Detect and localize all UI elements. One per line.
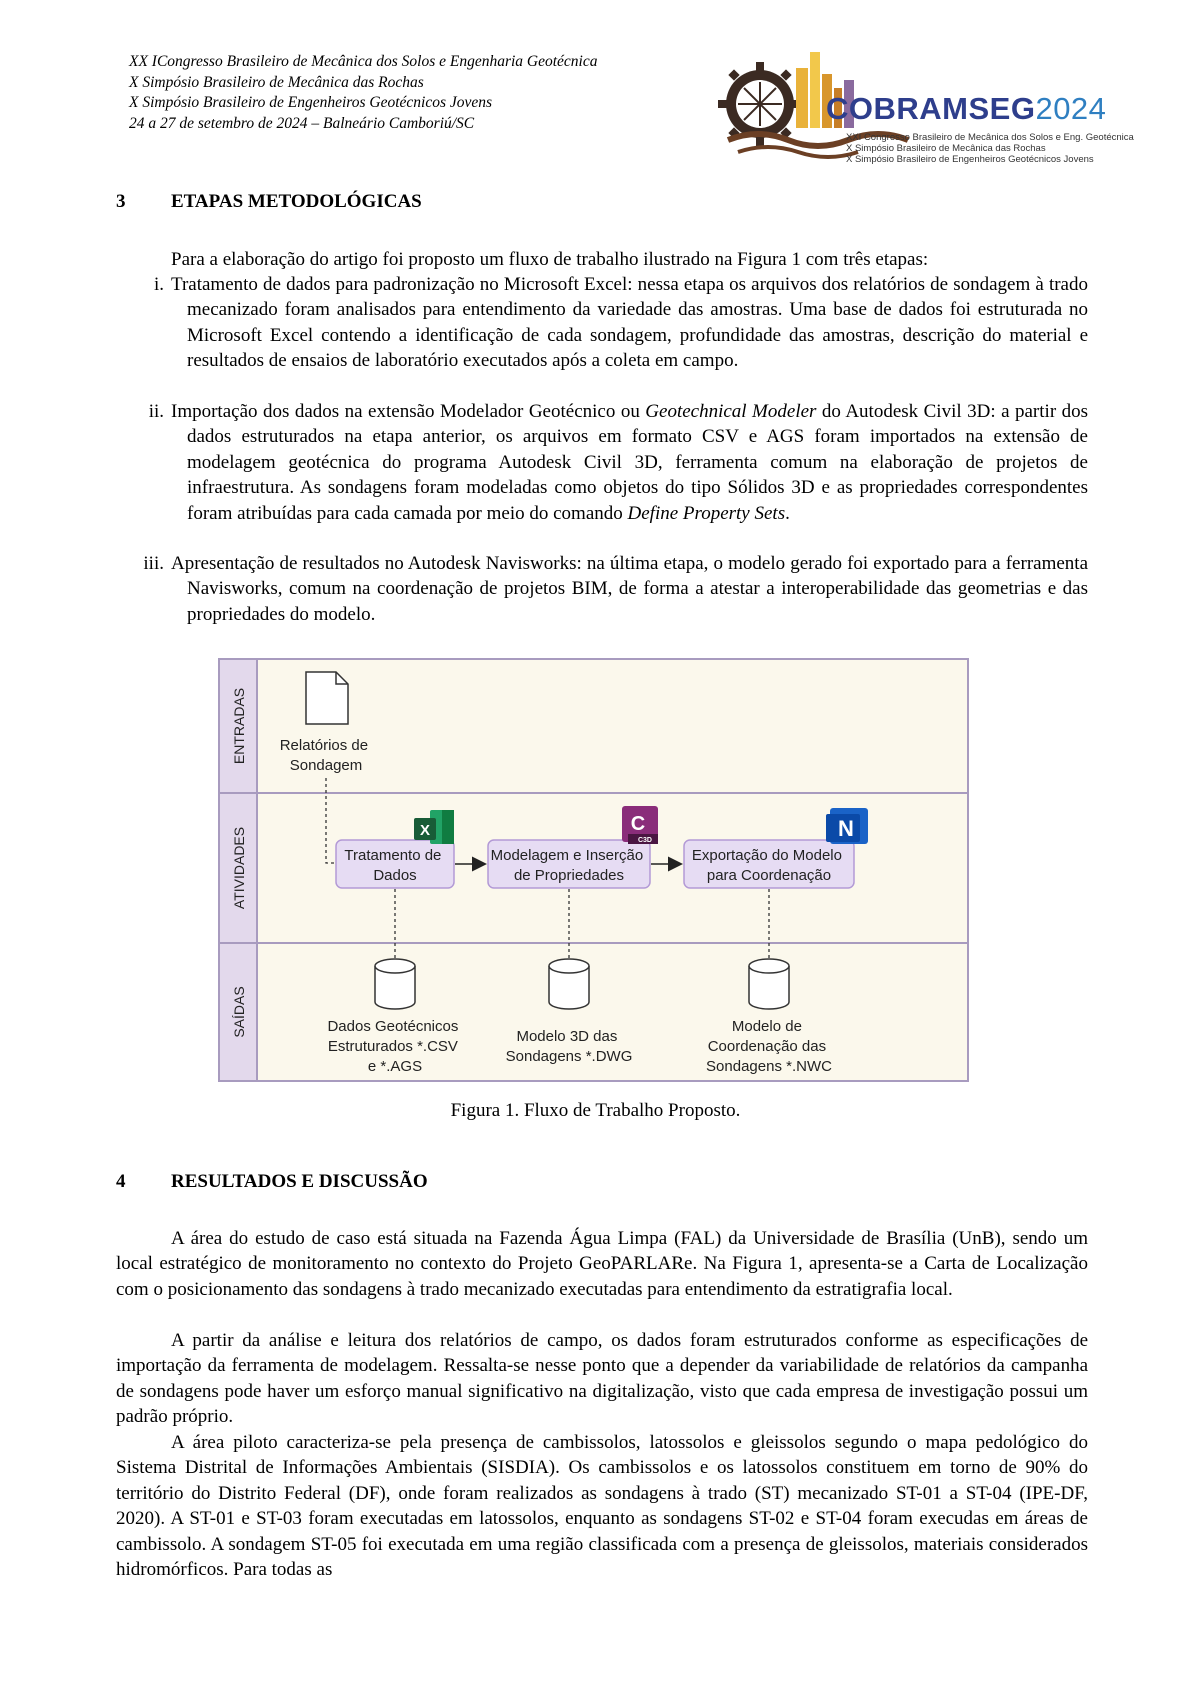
svg-text:C: C — [630, 813, 646, 835]
body-paragraph — [116, 1328, 1088, 1430]
svg-text:C3D: C3D — [637, 837, 653, 844]
text-run: do Autodesk Civil 3D: a partir dos dados estruturados na etapa anterior, os arquivos em formato CSV e AGS foram importados na extensão de modelagem geotécnica do programa Autodesk Civil 3D, ferramenta comum na elaboração de projetos de infraestrutura. As sondagens foram modeladas como objetos do tipo Sólidos 3D e as propriedades correspondentes foram atribuídas para cada camada por meio do comando — [187, 401, 1089, 524]
intro-text: Para a elaboração do artigo foi proposto um fluxo de trabalho ilustrado na Figura 1 com três etapas: — [171, 249, 929, 270]
logo-sub-line: X Simpósio Brasileiro de Mecânica das Rochas — [846, 143, 1046, 154]
activity-box-1 — [336, 840, 454, 888]
activity-box-2 — [488, 840, 650, 888]
section-number: 3 — [116, 191, 126, 212]
conference-line: 24 a 27 de setembro de 2024 – Balneário Camboriú/SC — [129, 114, 475, 132]
activity-box-3 — [684, 840, 854, 888]
section-3-heading — [116, 191, 422, 213]
database-icon — [549, 959, 589, 1009]
logo-subtitle — [846, 132, 1134, 165]
logo-name-text: COBRAMSEG — [826, 91, 1036, 126]
text-run: Importação dos dados na extensão Modelador Geotécnico ou — [171, 401, 646, 422]
section-title: RESULTADOS E DISCUSSÃO — [171, 1171, 428, 1192]
conference-line: X Simpósio Brasileiro de Engenheiros Geotécnicos Jovens — [129, 94, 493, 111]
list-item-label: i. — [153, 274, 164, 295]
section-number: 4 — [116, 1171, 126, 1192]
list-item — [116, 551, 1088, 627]
svg-text:X: X — [419, 822, 431, 839]
navisworks-icon — [826, 808, 868, 844]
section-4-heading — [116, 1171, 428, 1193]
database-icon — [375, 959, 415, 1009]
list-item-text — [171, 399, 1089, 526]
lane-label-entradas: ENTRADAS — [231, 687, 247, 765]
body-paragraph — [116, 1226, 1088, 1302]
svg-text:Exportação do Modelo par: Exportação do Modelo para Coordenação — [691, 847, 842, 884]
paragraph-text: A partir da análise e leitura dos relatórios de campo, os dados foram estruturados conforme as especificações de importação da ferramenta de modelagem. Ressalta-se nesse ponto que a depender da variabilidade de relatórios da campanha de sondagens pode haver um esforço manual significativo na digitalização, visto que cada empresa de investigação possui um padrão próprio. — [116, 1330, 1088, 1428]
list-item — [116, 272, 1088, 374]
conference-line: XX ICongresso Brasileiro de Mecânica dos Solos e Engenharia Geotécnica — [129, 53, 598, 70]
logo-wordmark — [826, 91, 1106, 127]
paragraph-text: A área piloto caracteriza-se pela presença de cambissolos, latossolos e gleissolos segundo o mapa pedológico do Sistema Distrital de Informações Ambientais (SISDIA). Os cambissolos e os latossolos constituem em torno de 90% do território do Distrito Federal (DF), onde foram realizados as sondagens à trado (ST) mecanizado ST-01 a ST-04 (IPE-DF, 2020). A ST-01 e ST-03 foram executadas em latossolos, enquanto as sondagens ST-02 e ST-04 foram execudas em áreas de cambissolo. A sondagem ST-05 foi executada em uma região classificada com a presença de gleissolos, materiais considerados hidromórficos. Para todas as — [116, 1432, 1088, 1581]
output-label-3: Modelo de Coordenação das Sondagens *.NWC — [706, 1018, 832, 1075]
input-label: Relatórios de Sondagem — [279, 737, 369, 774]
list-item — [116, 399, 1088, 526]
lane-label-saidas: SAÍDAS — [231, 986, 247, 1038]
logo-sub-line: X Simpósio Brasileiro de Engenheiros Geotécnicos Jovens — [846, 154, 1094, 165]
text-run-italic: Define Property Sets — [627, 502, 786, 524]
list-item-label: iii. — [143, 553, 164, 574]
civil3d-icon — [622, 806, 658, 844]
output-label-2: Modelo 3D das Sondagens *.DWG — [505, 1028, 633, 1065]
text-run-italic: Geotechnical Modeler — [645, 401, 817, 422]
section-title: ETAPAS METODOLÓGICAS — [171, 191, 422, 212]
logo-year-text: 2024 — [1035, 91, 1107, 126]
text-run: . — [785, 502, 790, 524]
workflow-diagram — [218, 658, 969, 1082]
figure-caption: Figura 1. Fluxo de Trabalho Proposto. — [450, 1100, 741, 1121]
database-icon — [749, 959, 789, 1009]
list-item-text: Tratamento de dados para padronização no Microsoft Excel: nessa etapa os arquivos dos relatórios de sondagem à trado mecanizado foram analisados para entendimento da variedade das amostras. Uma base de dados foi estruturada no Microsoft Excel contendo a identificação de cada sondagem, profundidade das amostras, descrição do material e resultados de ensaios de laboratório executados após a coleta em campo. — [171, 274, 1088, 372]
logo-sub-line: XXI Congresso Brasileiro de Mecânica dos Solos e Eng. Geotécnica — [846, 132, 1134, 143]
svg-text:Modelagem e Inserção de: Modelagem e Inserção de Propriedades — [490, 847, 644, 884]
body-paragraph — [116, 1430, 1088, 1582]
output-label-1: Dados Geotécnicos Estruturados *.CSV e *.AGS — [327, 1018, 459, 1075]
conference-line: X Simpósio Brasileiro de Mecânica das Rochas — [129, 73, 424, 91]
list-item-text: Apresentação de resultados no Autodesk Navisworks: na última etapa, o modelo gerado foi exportado para a ferramenta Navisworks, comum na coordenação de projetos BIM, de forma a atestar a interoperabilidade das geometrias e das propriedades do modelo. — [171, 553, 1088, 625]
svg-text:Tratamento de Dados: Tratamento de Dados — [344, 847, 442, 884]
conference-header — [129, 52, 689, 134]
lane-label-atividades: ATIVIDADES — [231, 826, 247, 910]
paragraph-text: A área do estudo de caso está situada na Fazenda Água Limpa (FAL) da Universidade de Brasília (UnB), sendo um local estratégico de monitoramento no contexto do Projeto GeoPARLARe. Na Figura 1, apresenta-se a Carta de Localização com o posicionamento das sondagens à trado mecanizado executadas para entendimento da estratigrafia local. — [116, 1228, 1088, 1300]
section-3-intro — [116, 247, 1088, 272]
document-icon — [306, 672, 348, 724]
list-item-label: ii. — [148, 401, 164, 422]
svg-text:N: N — [838, 816, 854, 841]
